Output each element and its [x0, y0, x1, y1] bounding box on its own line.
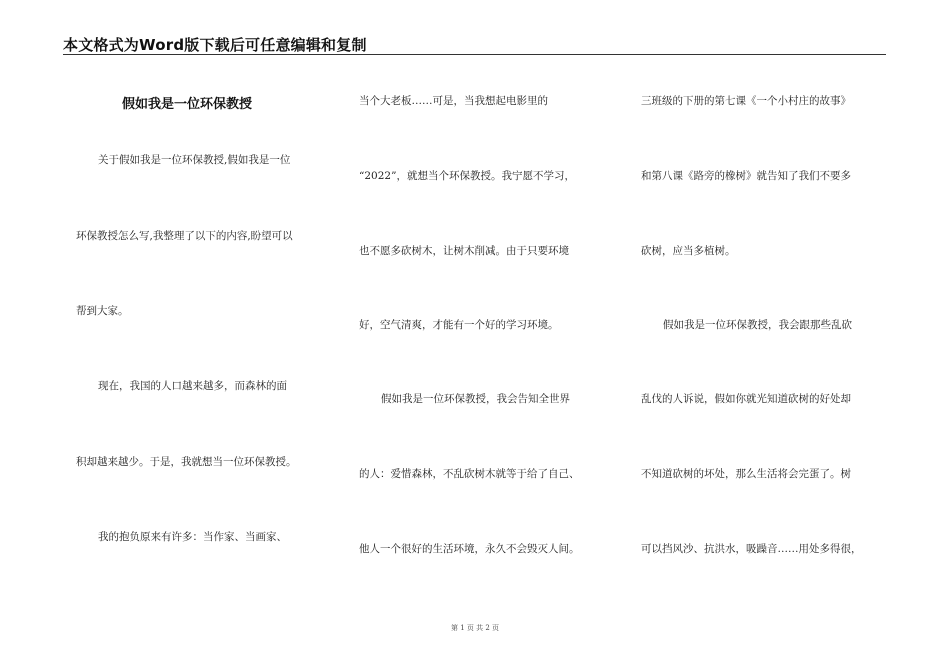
text-line: 他人一个很好的生活环境，永久不会毁灭人间。 [359, 543, 580, 555]
text-line: 环保教授怎么写,我整理了以下的内容,盼望可以 [76, 230, 293, 242]
text-line: 假如我是一位环保教授，我会跟那些乱砍 [663, 319, 852, 331]
document-title: 假如我是一位环保教授 [122, 97, 253, 112]
text-line: 当个大老板……可是，当我想起电影里的 [359, 95, 548, 107]
text-line: 不知道砍树的坏处，那么生活将会完蛋了。树 [641, 468, 851, 480]
text-line: “2022”，就想当个环保教授。我宁愿不学习， [359, 170, 575, 182]
text-line: 和第八课《路旁的橡树》就告知了我们不要多 [641, 170, 851, 182]
text-line: 也不愿多砍树木，让树木削减。由于只要环境 [359, 245, 569, 257]
text-line: 的人：爱惜森林，不乱砍树木就等于给了自己、 [359, 468, 580, 480]
text-line: 现在，我国的人口越来越多，而森林的面 [98, 380, 287, 392]
text-line: 帮到大家。 [76, 305, 129, 317]
text-line: 我的抱负原来有许多：当作家、当画家、 [98, 531, 287, 543]
text-line: 假如我是一位环保教授，我会告知全世界 [381, 393, 570, 405]
text-line: 乱伐的人诉说，假如你就光知道砍树的好处却 [641, 393, 851, 405]
text-line: 积却越来越少。于是，我就想当一位环保教授。 [76, 456, 297, 468]
page-number: 第 1 页 共 2 页 [450, 624, 500, 632]
header-banner: 本文格式为Word版下载后可任意编辑和复制 [63, 36, 367, 54]
text-line: 砍树，应当多植树。 [641, 245, 736, 257]
text-line: 三班级的下册的第七课《一个小村庄的故事》 [641, 95, 851, 107]
text-line: 可以挡风沙、抗洪水，吸躁音……用处多得很， [641, 543, 862, 555]
header-divider [63, 54, 886, 55]
text-line: 关于假如我是一位环保教授,假如我是一位 [98, 154, 291, 166]
text-line: 好，空气清爽，才能有一个好的学习环境。 [359, 319, 559, 331]
